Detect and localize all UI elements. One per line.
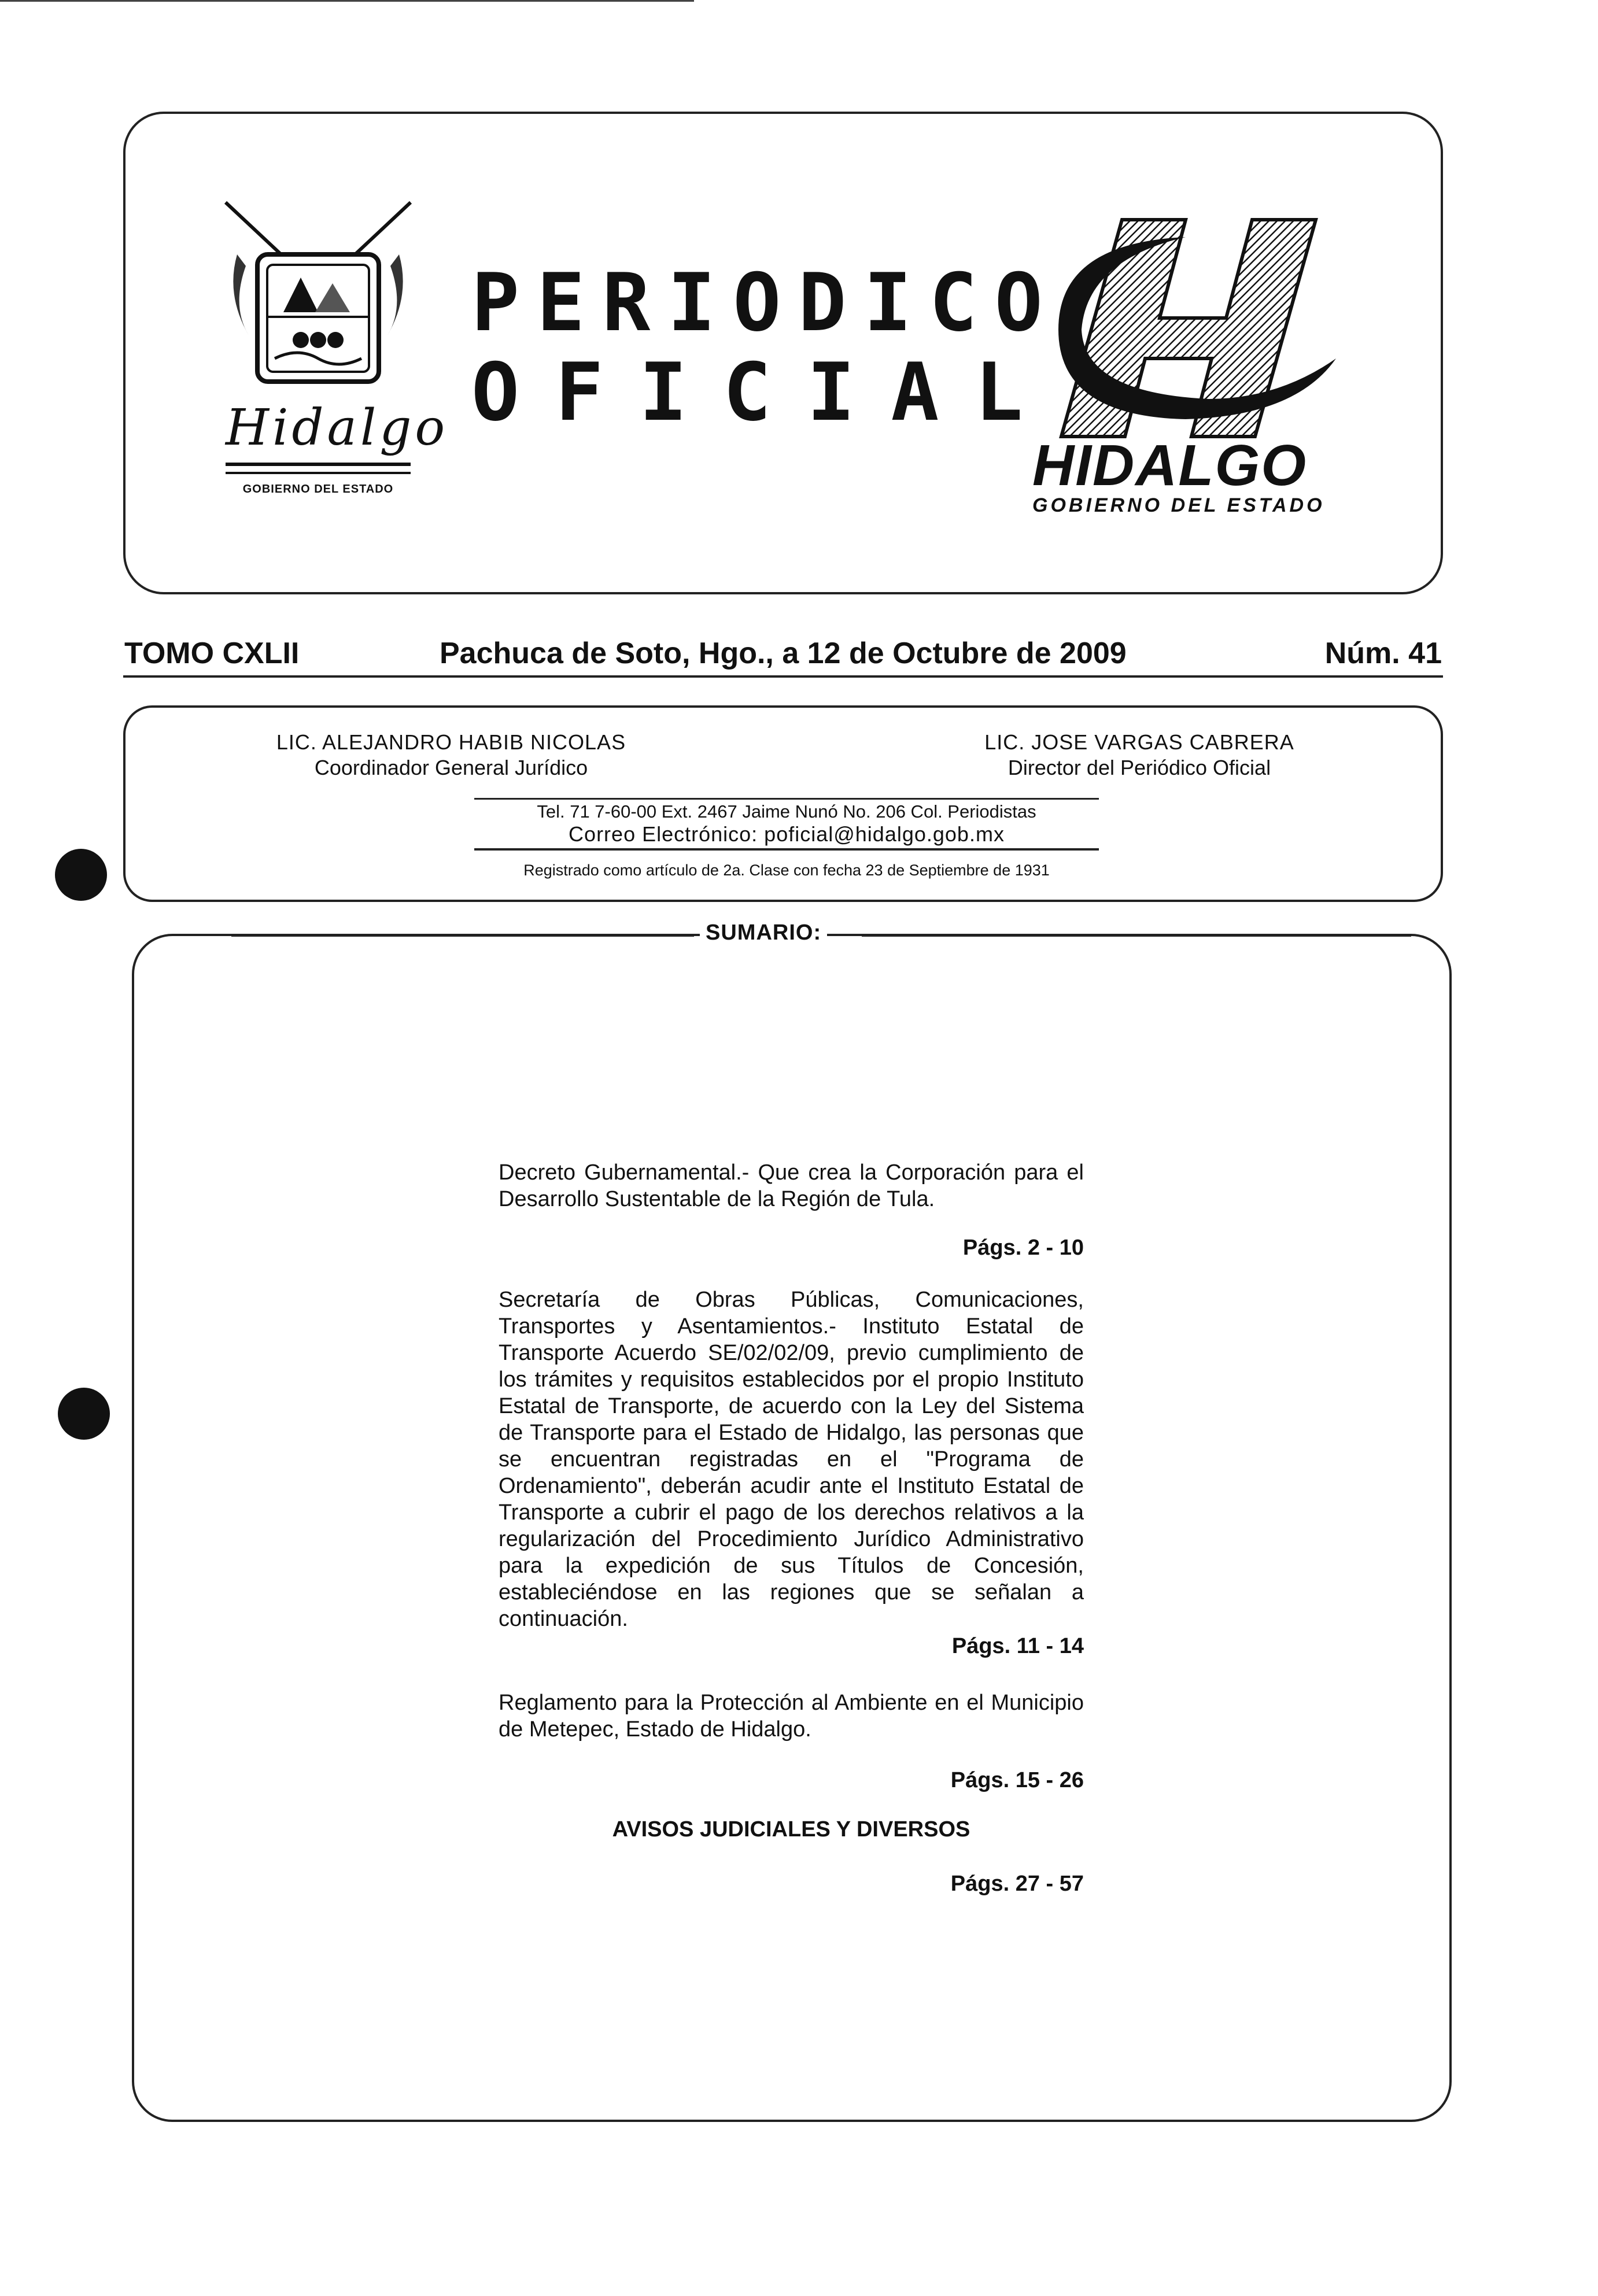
tomo-label: TOMO CXLII xyxy=(124,637,300,670)
title-periodico: PERIODICO xyxy=(471,256,1060,349)
staff-name: LIC. ALEJANDRO HABIB NICOLAS xyxy=(276,730,626,754)
sumario-rule-left xyxy=(231,935,694,937)
staff-name: LIC. JOSE VARGAS CABRERA xyxy=(984,730,1294,754)
entry-2-pages: Págs. 11 - 14 xyxy=(951,1634,1084,1658)
title-oficial: OFICIAL xyxy=(471,346,1059,439)
right-logo-hidalgo-word: HIDALGO xyxy=(1032,433,1308,498)
punch-hole-bottom xyxy=(58,1388,110,1440)
contact-rule-top xyxy=(474,798,1099,800)
staff-role: Director del Periódico Oficial xyxy=(1007,756,1271,779)
staff-right xyxy=(937,730,1342,781)
staff-role: Coordinador General Jurídico xyxy=(314,756,588,779)
hidalgo-h-logo xyxy=(1035,208,1359,439)
place-date: Pachuca de Soto, Hgo., a 12 de Octubre de 2009 xyxy=(440,637,1127,670)
sumario-entry-1: Decreto Gubernamental.- Que crea la Corporación para el Desarrollo Sustentable de la Región de Tula. xyxy=(499,1160,1084,1211)
entry-3-pages: Págs. 15 - 26 xyxy=(950,1768,1084,1792)
logo-script-hidalgo: Hidalgo xyxy=(226,399,449,457)
registration-note: Registrado como artículo de 2a. Clase con fecha 23 de Septiembre de 1931 xyxy=(523,862,1050,879)
contact-block xyxy=(474,801,1099,846)
logo-rule-thin xyxy=(226,472,411,474)
staff-left xyxy=(249,730,654,781)
coat-of-arms-icon xyxy=(214,191,422,393)
hidalgo-h-icon xyxy=(1035,208,1359,439)
sumario-entry-3: Reglamento para la Protección al Ambiente en el Municipio de Metepec, Estado de Hidalgo. xyxy=(499,1691,1084,1742)
left-logo-subtitle: GOBIERNO DEL ESTADO xyxy=(242,483,394,496)
sumario-label: SUMARIO: xyxy=(700,920,827,945)
sumario-entry-2: Secretaría de Obras Públicas, Comunicaciones, Transportes y Asentamientos.- Instituto Estatal de Transporte Acuerdo SE/02/02/09, previo cumplimiento de los trámites y requisitos establecidos por el propio Instituto Estatal de Transporte, de acuerdo con la Ley del Sistema de Transporte para el Estado de Hidalgo, las personas que se encuentran registradas en el "Programa de Ordenamiento", deberán acudir ante el Instituto Estatal de Transporte a cubrir el pago de los derechos relativos a la regularización del Procedimiento Jurídico Administrativo para la expedición de sus Títulos de Concesión, estableciéndose en las regiones que se señalan a continuación. xyxy=(499,1288,1084,1631)
issue-number: Núm. 41 xyxy=(1324,637,1442,670)
sumario-rule-right xyxy=(862,935,1411,937)
entry-1-pages: Págs. 2 - 10 xyxy=(962,1236,1084,1260)
right-logo-subtitle: GOBIERNO DEL ESTADO xyxy=(1032,494,1325,516)
avisos-pages: Págs. 27 - 57 xyxy=(950,1872,1084,1896)
logo-rule xyxy=(226,463,411,466)
masthead-rule xyxy=(123,675,1443,678)
contact-rule-bottom xyxy=(474,848,1099,851)
avisos-heading: AVISOS JUDICIALES Y DIVERSOS xyxy=(612,1817,970,1842)
email-line: Correo Electrónico: poficial@hidalgo.gob.mx xyxy=(569,822,1005,846)
punch-hole-top xyxy=(55,849,107,901)
phone-address: Tel. 71 7-60-00 Ext. 2467 Jaime Nunó No. 206 Col. Periodistas xyxy=(537,801,1036,822)
state-coat-of-arms xyxy=(214,191,449,515)
masthead-line xyxy=(123,630,1443,676)
page-top-rule xyxy=(0,0,694,2)
